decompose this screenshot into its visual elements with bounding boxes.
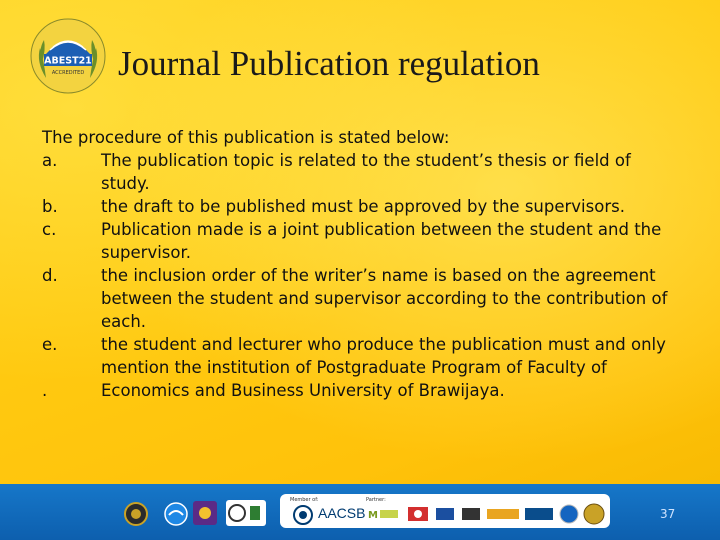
- list-item-text: the inclusion order of the writer’s name is based on the agreement between the student and supervisor according to the contribution of each.: [101, 266, 668, 331]
- partner-logo-1-icon: [366, 504, 400, 524]
- partner-logo-8-icon: [582, 503, 606, 525]
- aacsb-logo-icon: [290, 505, 316, 525]
- partner-logo-5-icon: [486, 504, 520, 524]
- list-item: [42, 264, 682, 333]
- partner-logo-3-icon: [434, 504, 456, 524]
- logo-text-accredited: ACCREDITED: [51, 70, 85, 76]
- list-marker: c.: [42, 220, 57, 239]
- slide-title: Journal Publication regulation: [118, 44, 540, 83]
- partner-logo-4-icon: [460, 504, 482, 524]
- member-of-label: Member of:: [290, 497, 319, 503]
- abest21-logo: [30, 18, 106, 94]
- intro-text: The procedure of this publication is stated below:: [42, 128, 450, 147]
- member-partner-panel: [280, 494, 610, 528]
- partner-logo-6-icon: [524, 504, 554, 524]
- list-item-text: Publication made is a joint publication between the student and the supervisor.: [101, 220, 662, 262]
- list-marker: e.: [42, 335, 58, 354]
- university-seal-icon: [124, 502, 148, 526]
- list-item-text: the student and lecturer who produce the publication must and only mention the institution of Postgraduate Program of Faculty of Economics and Business University of Brawijaya.: [101, 335, 666, 400]
- page-number: 37: [660, 507, 676, 521]
- partner-badge-icon: [192, 500, 218, 526]
- list-item: [42, 218, 682, 264]
- list-item: [42, 195, 682, 218]
- list-marker: d.: [42, 266, 58, 285]
- list-item: [42, 149, 682, 195]
- list-item-text: the draft to be published must be approved by the supervisors.: [101, 197, 625, 216]
- slide-body: [42, 126, 682, 402]
- footer-bar: [0, 484, 720, 540]
- list-marker: a.: [42, 151, 58, 170]
- faculty-logo-icon: [164, 502, 188, 526]
- partner-logo-2-icon: [406, 504, 430, 524]
- procedure-list: [42, 149, 682, 402]
- partner-logo-7-icon: [558, 503, 580, 525]
- partner-label: Partner:: [366, 497, 386, 503]
- svg-text:M: M: [368, 510, 378, 521]
- accreditation-badge-icon: [226, 500, 266, 526]
- trailing-marker: .: [42, 381, 48, 400]
- list-marker: b.: [42, 197, 58, 216]
- list-item-text: The publication topic is related to the student’s thesis or field of study.: [101, 151, 631, 193]
- aacsb-text: AACSB: [318, 505, 366, 521]
- logo-text-abest21: ABEST21: [44, 55, 92, 67]
- list-item: [42, 333, 682, 402]
